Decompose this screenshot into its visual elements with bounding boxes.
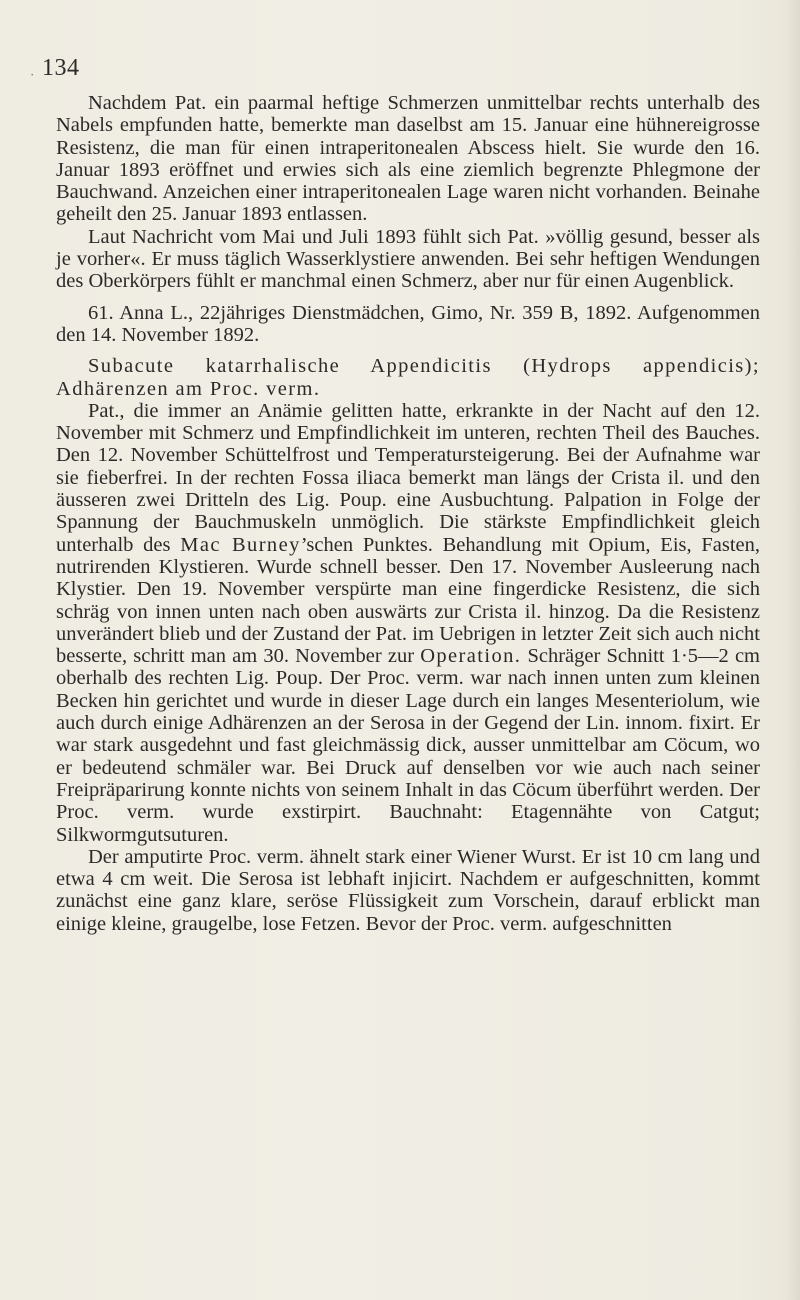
paragraph <box>56 400 760 846</box>
paragraph <box>56 302 760 347</box>
spaced-text: Operation. <box>420 645 522 668</box>
page-edge-shadow <box>786 0 800 1300</box>
text-run: Laut Nachricht vom Mai und Juli 1893 fühlt sich Pat. »völlig gesund, besser als je vorher«. Er muss täglich Wasserklystiere anwenden. Bei sehr heftigen Wendungen des Oberkörpers fühlt er manchmal einen Schmerz, aber nur für einen Augenblick. <box>56 225 760 293</box>
text-run: Pat., die immer an Anämie gelitten hatte, erkrankte in der Nacht auf den 12. November mit Schmerz und Empfindlichkeit im unteren, rechten Theil des Bauches. Den 12. November Schüttelfrost und Temperatursteigerung. Bei der Aufnahme war sie fieberfrei. In der rechten Fossa iliaca bemerkt man längs der Crista il. und den äusseren zwei Dritteln des Lig. Poup. eine Ausbuchtung. Palpation in Folge der Spannung der Bauchmuskeln unmöglich. Die stärkste Empfindlichkeit gleich unterhalb des <box>56 399 760 556</box>
text-run: Der amputirte Proc. verm. ähnelt stark einer Wiener Wurst. Er ist 10 cm lang und etwa 4 cm weit. Die Serosa ist lebhaft injicirt. Nachdem er aufgeschnitten, kommt zunächst eine ganz klare, seröse Flüssigkeit zum Vorschein, darauf erblickt man einige kleine, graugelbe, lose Fetzen. Bevor der Proc. verm. aufgeschnitten <box>56 845 760 935</box>
text-run: ’schen Punktes. Behandlung mit Opium, Eis, Fasten, nutrirenden Klystieren. Wurde schnell besser. Den 17. November Ausleerung nach Klystier. Den 19. November verspürte man eine fingerdicke Resistenz, die sich schräg von innen unten nach oben auswärts zur Crista il. hinzog. Da die Resistenz unverändert blieb und der Zustand der Pat. im Uebrigen in letzter Zeit sich auch nicht besserte, schritt man am 30. November zur <box>56 533 760 668</box>
margin-marker: · <box>30 67 35 82</box>
page-number: 134 <box>42 55 80 81</box>
paragraph <box>56 92 760 226</box>
body-text <box>56 92 760 935</box>
text-run: 61. Anna L., 22jähriges Dienstmädchen, Gimo, Nr. 359 B, 1892. Aufgenommen den 14. November 1892. <box>56 301 760 346</box>
paragraph <box>56 226 760 293</box>
text-run: Nachdem Pat. ein paarmal heftige Schmerzen unmittelbar rechts unterhalb des Nabels empfunden hatte, bemerkte man daselbst am 15. Januar eine hühnereigrosse Resistenz, die man für einen intraperitonealen Abscess hielt. Sie wurde den 16. Januar 1893 eröffnet und erwies sich als eine ziemlich begrenzte Phlegmone der Bauchwand. Anzeichen einer intraperitonealen Lage waren nicht vorhanden. Beinahe geheilt den 25. Januar 1893 entlassen. <box>56 92 760 226</box>
spaced-text: Subacute katarrhalische Appendicitis (Hydrops appendicis); Adhärenzen am Proc. verm. <box>56 355 760 400</box>
spaced-text: Mac Burney <box>180 533 301 556</box>
text-run: Schräger Schnitt 1·5—2 cm oberhalb des rechten Lig. Poup. Der Proc. verm. war nach innen unten zum kleinen Becken hin gerichtet und wurde in dieser Lage durch ein langes Mesenteriolum, wie auch durch einige Adhärenzen an der Serosa in der Gegend der Lin. innom. fixirt. Er war stark ausgedehnt und fast gleichmässig dick, ausser unmittelbar am Cöcum, wo er bedeutend schmäler war. Bei Druck auf denselben vor wie auch nach seiner Freipräparirung konnte nichts von seinem Inhalt in das Cöcum überführt werden. Der Proc. verm. wurde exstirpirt. Bauchnaht: Etagennähte von Catgut; Silkwormgutsuturen. <box>56 645 760 846</box>
paragraph <box>56 355 760 400</box>
paragraph <box>56 846 760 935</box>
